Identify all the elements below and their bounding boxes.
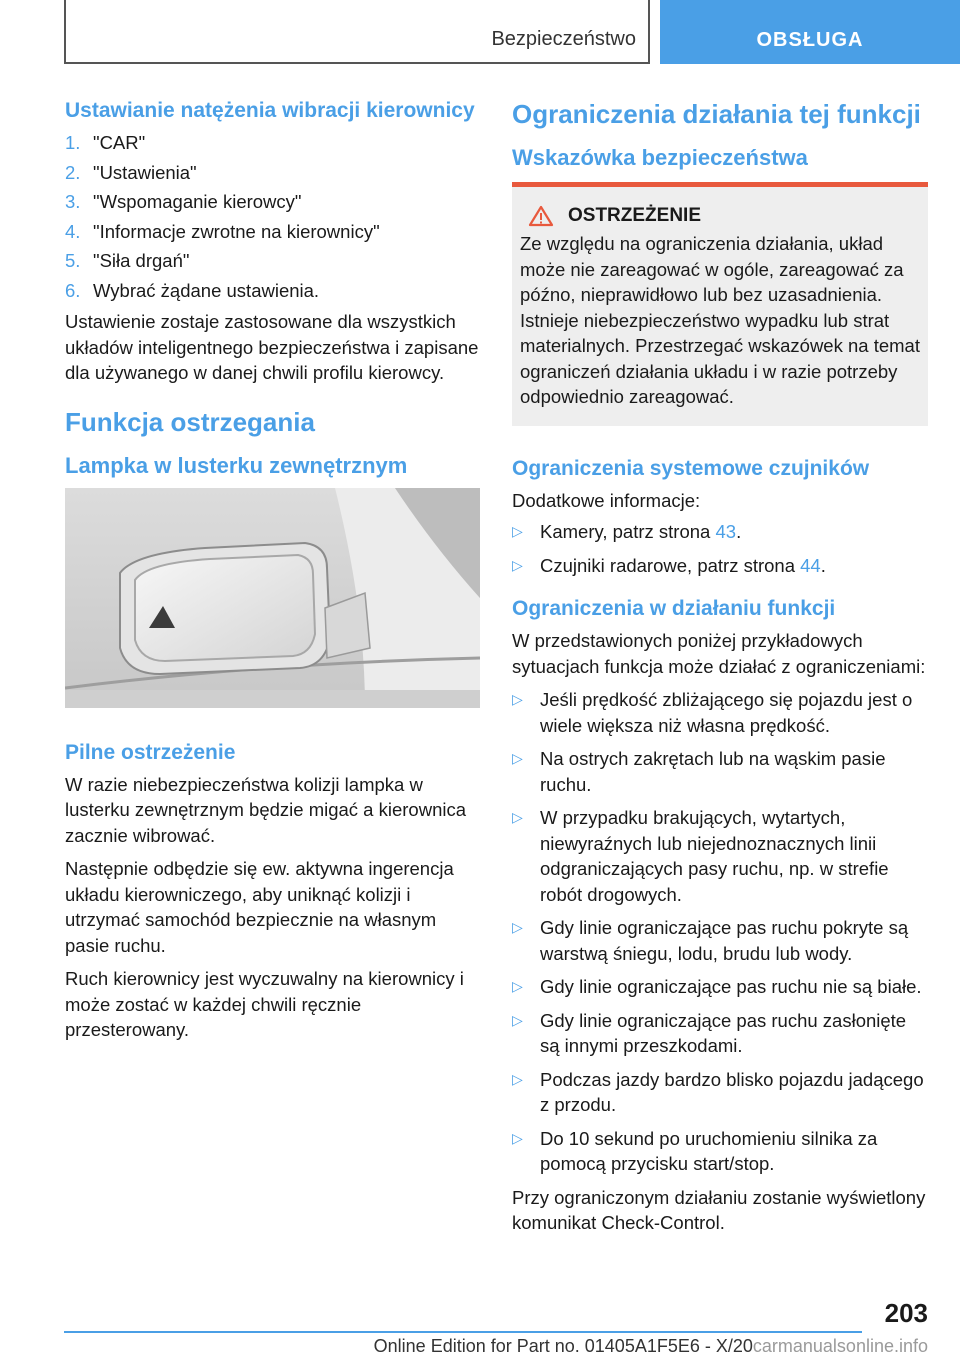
step-number: 2. <box>65 161 81 183</box>
bullet-triangle-icon: ▷ <box>512 1129 523 1146</box>
bullet-triangle-icon: ▷ <box>512 978 523 994</box>
bullet-triangle-icon: ▷ <box>512 1011 523 1028</box>
function-limit-text: Jeśli prędkość zbliżającego się pojazdu jest o wiele większa niż własna prędkość. <box>540 689 913 736</box>
step-item <box>65 160 480 186</box>
urgent-paragraph-2: Następnie odbędzie się ew. aktywna ingerencja układu kierowniczego, aby uniknąć kolizji i utrzymać samochód bezpiecznie na własnym pasie ruchu. <box>65 858 454 956</box>
function-limit-item <box>512 805 928 907</box>
bullet-triangle-icon: ▷ <box>512 523 523 539</box>
function-limit-text: W przypadku brakujących, wytartych, niewyraźnych lub niejednoznacznych linii odgraniczających pasy ruchu, np. w strefie robót drogowych. <box>540 807 889 905</box>
heading-warning-function: Funkcja ostrzegania <box>65 406 315 437</box>
warning-title-text: OSTRZEŻENIE <box>568 205 702 226</box>
function-limit-text: Gdy linie ograniczające pas ruchu pokryte są warstwą śniegu, lodu, brudu lub wody. <box>540 917 909 964</box>
function-limit-text: Gdy linie ograniczające pas ruchu nie są białe. <box>540 976 922 997</box>
watermark-text: carmanualsonline.info <box>752 1336 928 1356</box>
closing-note: Przy ograniczonym działaniu zostanie wyświetlony komunikat Check-Control. <box>512 1186 926 1233</box>
sensor-list-item <box>512 553 928 579</box>
step-text: "Wspomaganie kierowcy" <box>93 191 302 212</box>
header-divider-bottom <box>64 62 650 64</box>
warning-text: Ze względu na ograniczenia działania, układ może nie zareagować w ogóle, zareagować za późno, nieprawidłowo lub bez uzasadnienia. Istnieje niebezpieczeństwo wypadku lub strat materialnych. Przestrzegać wskazówek na temat ograniczeń działania układu i w razie potrzeby odpowiednio zareagować. <box>520 233 920 407</box>
function-limits-list <box>512 687 928 1177</box>
function-limit-item <box>512 974 928 1000</box>
mirror-illustration <box>65 488 480 708</box>
footer-divider <box>64 1331 862 1333</box>
step-text: "CAR" <box>93 132 146 153</box>
heading-limits: Ograniczenia działania tej funkcji <box>512 99 921 129</box>
sensor-list-item <box>512 519 928 545</box>
heading-mirror-lamp: Lampka w lusterku zewnętrznym <box>65 452 408 478</box>
step-number: 5. <box>65 250 81 271</box>
heading-sensor-limits: Ograniczenia systemowe czujników <box>512 456 870 480</box>
page-number: 203 <box>884 1298 928 1328</box>
function-limit-item <box>512 1067 928 1118</box>
left-column <box>65 98 480 1051</box>
function-limit-item <box>512 915 928 966</box>
sensor-list <box>512 519 928 578</box>
function-limit-text: Gdy linie ograniczające pas ruchu zasłonięte są innymi przeszkodami. <box>540 1009 907 1056</box>
footer-edition <box>0 1336 928 1357</box>
step-number: 1. <box>65 132 81 153</box>
urgent-paragraph-1: W razie niebezpieczeństwa kolizji lampka w lusterku zewnętrznym będzie migać a kierownica zacznie wibrować. <box>65 773 467 846</box>
step-number: 6. <box>65 279 81 301</box>
function-limit-text: Na ostrych zakrętach lub na wąskim pasie ruchu. <box>540 748 886 795</box>
header-divider-right <box>648 0 650 64</box>
function-limit-item <box>512 1008 928 1059</box>
step-item <box>65 130 480 156</box>
bullet-triangle-icon: ▷ <box>512 919 523 935</box>
chapter-label: OBSŁUGA <box>756 28 864 51</box>
step-text: "Siła drgań" <box>93 250 190 271</box>
function-limit-item <box>512 746 928 797</box>
function-limit-text: Podczas jazdy bardzo blisko pojazdu jadącego z przodu. <box>540 1068 924 1115</box>
bullet-triangle-icon: ▷ <box>512 750 523 766</box>
bullet-triangle-icon: ▷ <box>512 556 523 573</box>
header-divider-left <box>64 0 66 64</box>
vibration-note: Ustawienie zostaje zastosowane dla wszystkich układów inteligentnego bezpieczeństwa i zapisane dla używanego w danej chwili profilu kierowcy. <box>65 311 479 383</box>
function-intro: W przedstawionych poniżej przykładowych sytuacjach funkcja może działać z ograniczeniami: <box>512 630 926 677</box>
sensor-item-text: Kamery, patrz strona 43. <box>540 521 742 542</box>
bullet-triangle-icon: ▷ <box>512 809 523 825</box>
function-limit-item <box>512 687 928 738</box>
steps-list <box>65 130 480 303</box>
urgent-paragraph-3: Ruch kierownicy jest wyczuwalny na kierownicy i może zostać w każdej chwili ręcznie przesterowany. <box>65 968 464 1040</box>
step-text: Wybrać żądane ustawienia. <box>93 279 320 301</box>
heading-safety-note: Wskazówka bezpieczeństwa <box>512 145 808 170</box>
step-text: "Ustawienia" <box>93 161 197 183</box>
warning-box <box>512 182 928 426</box>
bullet-triangle-icon: ▷ <box>512 1070 523 1087</box>
header-section-title: Bezpieczeństwo <box>491 28 636 50</box>
step-item <box>65 189 480 215</box>
heading-vibration: Ustawianie natężenia wibracji kierownicy <box>65 99 475 122</box>
warning-triangle-icon <box>528 205 554 227</box>
step-number: 3. <box>65 191 81 212</box>
page-reference-link[interactable]: 43 <box>715 521 737 542</box>
step-number: 4. <box>65 220 81 242</box>
edition-text: Online Edition for Part no. 01405A1F5E6 - X/20 <box>373 1336 753 1356</box>
sensor-intro: Dodatkowe informacje: <box>512 489 701 511</box>
step-item <box>65 278 480 304</box>
function-limit-item <box>512 1126 928 1177</box>
heading-function-limits: Ograniczenia w działaniu funkcji <box>512 597 836 620</box>
step-item <box>65 248 480 274</box>
sensor-item-text: Czujniki radarowe, patrz strona 44. <box>540 554 826 576</box>
bullet-triangle-icon: ▷ <box>512 691 523 707</box>
header-chapter-tab[interactable] <box>660 0 960 64</box>
step-item <box>65 219 480 245</box>
right-column <box>512 98 928 1244</box>
page-reference-link[interactable]: 44 <box>800 554 821 576</box>
heading-urgent-warning: Pilne ostrzeżenie <box>65 740 236 764</box>
step-text: "Informacje zwrotne na kierownicy" <box>93 220 380 242</box>
warning-title <box>520 205 920 227</box>
function-limit-text: Do 10 sekund po uruchomieniu silnika za pomocą przycisku start/stop. <box>540 1127 878 1174</box>
